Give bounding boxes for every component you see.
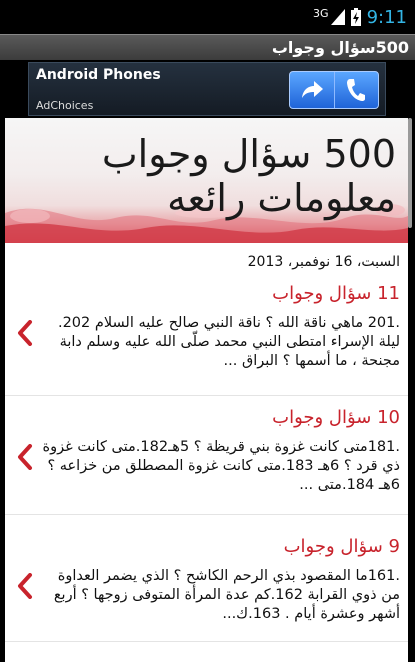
ad-banner[interactable] bbox=[28, 62, 386, 116]
post-title[interactable]: 10 سؤال وجواب bbox=[272, 407, 400, 428]
app-title-bar bbox=[0, 34, 415, 60]
blog-header bbox=[5, 118, 408, 243]
blog-title-line2: معلومات رائعه bbox=[167, 176, 396, 220]
blog-title bbox=[102, 132, 396, 220]
post-excerpt: .201 ماهي ناقة الله ؟ ناقة النبي صالح عليه السلام 202. ليلة الإسراء امتطى النبي محمد صلّى الله عليه وسلم دابة مجنحة ، ما أسمها ؟ البراق ... bbox=[57, 315, 400, 369]
post-item[interactable] bbox=[5, 536, 408, 646]
post-item[interactable] bbox=[5, 283, 408, 388]
post-item[interactable] bbox=[5, 407, 408, 517]
ad-share-button[interactable] bbox=[290, 72, 334, 108]
ad-action-buttons bbox=[289, 71, 379, 109]
ad-title: Android Phones bbox=[36, 67, 161, 83]
ad-call-button[interactable] bbox=[334, 72, 379, 108]
network-type: 3G bbox=[313, 6, 329, 20]
chevron-left-icon[interactable] bbox=[17, 444, 33, 470]
share-arrow-icon bbox=[300, 80, 324, 100]
chevron-left-icon[interactable] bbox=[17, 320, 33, 346]
post-divider bbox=[5, 641, 408, 642]
scrollbar[interactable] bbox=[408, 118, 412, 228]
post-divider bbox=[5, 514, 408, 515]
phone-icon bbox=[346, 78, 366, 102]
chevron-left-icon[interactable] bbox=[17, 573, 33, 599]
clock: 9:11 bbox=[366, 6, 407, 28]
post-excerpt: .181متى كانت غزوة بني قريظة ؟ 5هـ182.متى كانت غزوة ذي قرد ؟ 6هـ 183.متى كانت غزوة المصطلق من خزاعه ؟ 6هـ 184.متى ... bbox=[42, 439, 400, 493]
status-bar bbox=[0, 0, 415, 34]
battery-charging-icon bbox=[351, 8, 361, 26]
post-title[interactable]: 11 سؤال وجواب bbox=[272, 283, 400, 304]
blog-title-line1: 500 سؤال وجواب bbox=[101, 132, 396, 176]
post-divider bbox=[5, 395, 408, 396]
ad-area bbox=[0, 60, 415, 118]
post-date: السبت، 16 نوفمبر، 2013 bbox=[247, 254, 400, 270]
post-title[interactable]: 9 سؤال وجواب bbox=[283, 536, 400, 557]
app-title: 500سؤال وجواب bbox=[271, 38, 409, 57]
signal-icon bbox=[331, 9, 345, 25]
post-excerpt: .161ما المقصود بذي الرحم الكاشح ؟ الذي يضمر العداوة من ذوي القرابة 162.كم عدة المرأة المتوفى زوجها ؟ أربع أشهر وعشرة أيام . 163.ك... bbox=[53, 568, 400, 622]
blog-content[interactable] bbox=[5, 118, 408, 662]
ad-choices-label[interactable]: AdChoices bbox=[36, 99, 94, 112]
